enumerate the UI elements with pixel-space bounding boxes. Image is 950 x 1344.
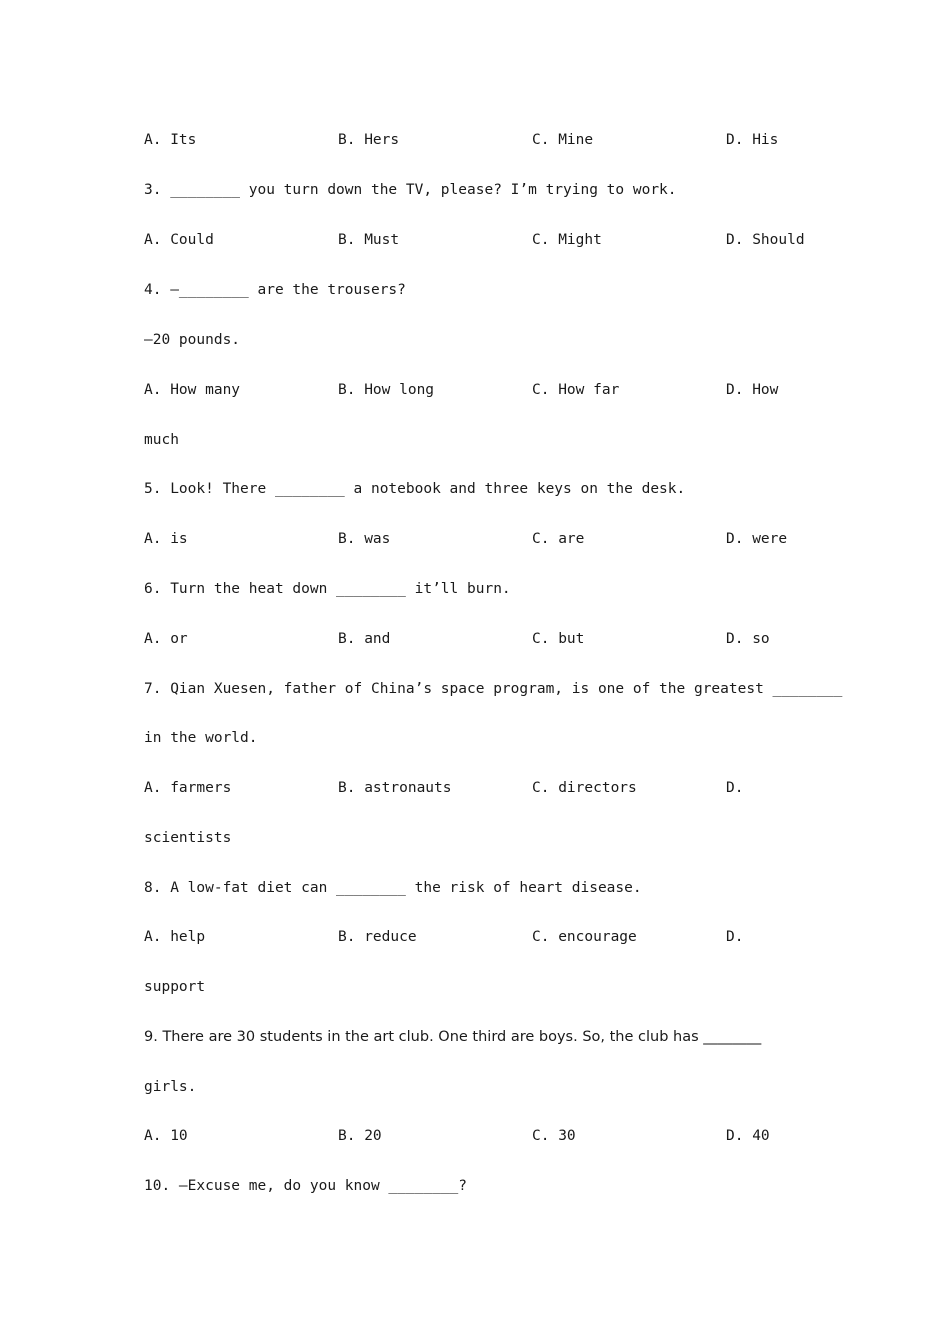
q7-option-b: B. astronauts bbox=[338, 780, 452, 796]
q7-option-d-wrap: scientists bbox=[144, 830, 232, 846]
q7-stem: 7. Qian Xuesen, father of China’s space program, is one of the greatest ________ bbox=[144, 681, 843, 697]
q5-option-c: C. are bbox=[532, 531, 585, 547]
q5-stem: 5. Look! There ________ a notebook and three keys on the desk. bbox=[144, 481, 686, 497]
q8-option-a: A. help bbox=[144, 929, 206, 945]
q9-option-c: C. 30 bbox=[532, 1128, 576, 1144]
q7-option-a: A. farmers bbox=[144, 780, 232, 796]
q8-option-b: B. reduce bbox=[338, 929, 417, 945]
q4-option-c: C. How far bbox=[532, 382, 620, 398]
q6-stem: 6. Turn the heat down ________ it’ll burn. bbox=[144, 581, 511, 597]
q4-stem: 4. —________ are the trousers? bbox=[144, 282, 406, 298]
q10-stem: 10. —Excuse me, do you know ________? bbox=[144, 1178, 468, 1194]
q6-options-row bbox=[144, 627, 814, 651]
q6-option-a: A. or bbox=[144, 631, 188, 647]
q3-option-a: A. Could bbox=[144, 232, 214, 248]
q4-option-a: A. How many bbox=[144, 382, 241, 398]
q5-options-row bbox=[144, 527, 814, 551]
q2-option-b: B. Hers bbox=[338, 132, 400, 148]
q9-option-a: A. 10 bbox=[144, 1128, 188, 1144]
q7-option-c: C. directors bbox=[532, 780, 637, 796]
q4-option-b: B. How long bbox=[338, 382, 435, 398]
q5-option-a: A. is bbox=[144, 531, 188, 547]
q6-option-b: B. and bbox=[338, 631, 391, 647]
q4-option-d-wrap: much bbox=[144, 432, 179, 448]
q3-option-b: B. Must bbox=[338, 232, 400, 248]
q9-option-d: D. 40 bbox=[726, 1128, 770, 1144]
q8-option-c: C. encourage bbox=[532, 929, 637, 945]
q7-options-row bbox=[144, 776, 814, 800]
q2-option-c: C. Mine bbox=[532, 132, 594, 148]
q2-options-row bbox=[144, 128, 814, 152]
q8-option-d: D. bbox=[726, 929, 744, 945]
q4-options-row bbox=[144, 378, 814, 402]
q8-stem: 8. A low-fat diet can ________ the risk of heart disease. bbox=[144, 880, 642, 896]
q8-options-row bbox=[144, 925, 814, 949]
q4-answer-line: —20 pounds. bbox=[144, 332, 241, 348]
q7-stem-wrap: in the world. bbox=[144, 730, 258, 746]
q2-option-d: D. His bbox=[726, 132, 779, 148]
q4-option-d: D. How bbox=[726, 382, 779, 398]
q9-options-row bbox=[144, 1124, 814, 1148]
q9-option-b: B. 20 bbox=[338, 1128, 382, 1144]
q3-options-row bbox=[144, 228, 814, 252]
q3-option-c: C. Might bbox=[532, 232, 602, 248]
q5-option-b: B. was bbox=[338, 531, 391, 547]
q2-option-a: A. Its bbox=[144, 132, 197, 148]
q8-option-d-wrap: support bbox=[144, 979, 206, 995]
q6-option-d: D. so bbox=[726, 631, 770, 647]
q9-stem-wrap: girls. bbox=[144, 1079, 197, 1095]
q7-option-d: D. bbox=[726, 780, 744, 796]
q3-option-d: D. Should bbox=[726, 232, 805, 248]
q5-option-d: D. were bbox=[726, 531, 788, 547]
q9-stem: 9. There are 30 students in the art club. One third are boys. So, the club has ________ bbox=[144, 1029, 762, 1045]
q6-option-c: C. but bbox=[532, 631, 585, 647]
q3-stem: 3. ________ you turn down the TV, please? I’m trying to work. bbox=[144, 182, 677, 198]
